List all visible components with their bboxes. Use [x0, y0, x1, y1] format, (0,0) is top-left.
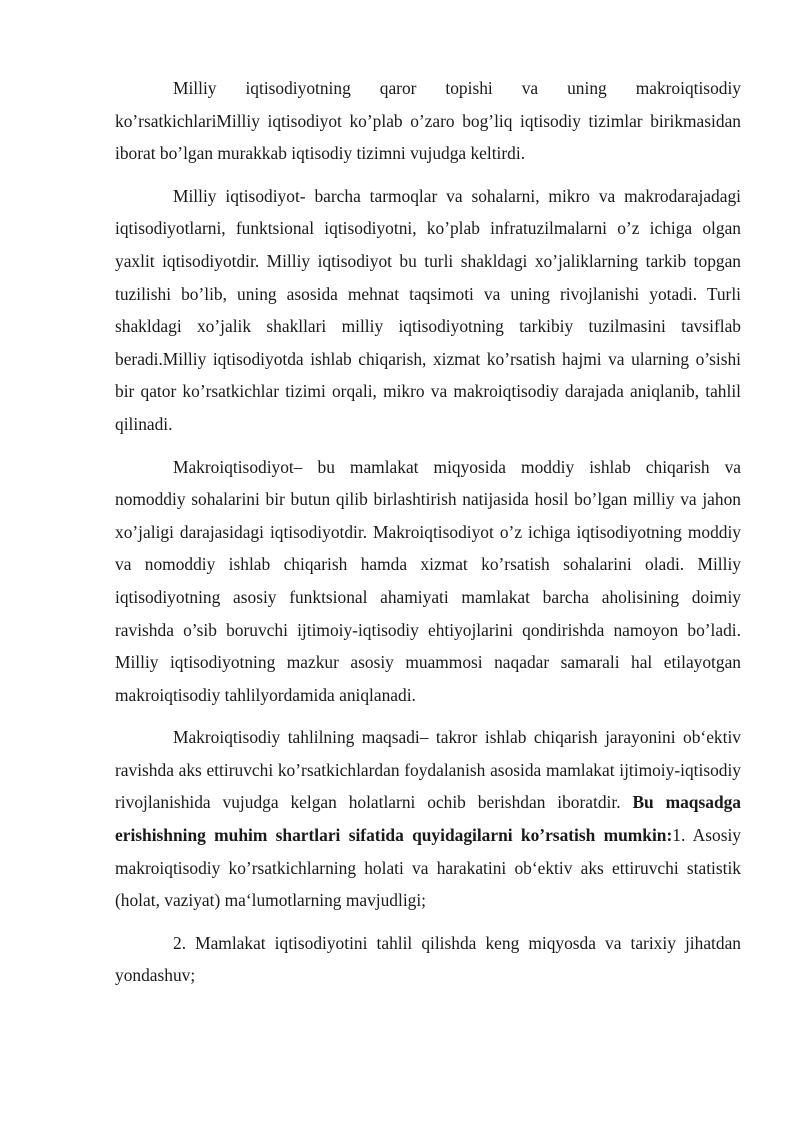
- paragraph-4: [115, 721, 741, 917]
- paragraph-4-bold-lead: Bu maqsadga erishishning muhim shartlari sifatida quyidagilarni ko’rsatish mumkin:: [115, 792, 742, 846]
- paragraph-4-list-item-1: 1. Asosiy makroiqtisodiy ko’rsatkichlarning holati va harakatini ob‘ektiv aks ettiruvchi statistik (holat, vaziyat) ma‘lumotlarning mavjudligi;: [115, 825, 741, 911]
- paragraph-4-text: Makroiqtisodiy tahlilning maqsadi– takror ishlab chiqarish jarayonini ob‘ektiv ravishda aks ettiruvchi ko’rsatkichlardan foydalanish asosida mamlakat ijtimoiy-iqtisodiy rivojlanishida vujudga kelgan holatlarni ochib berishdan iboratdir.: [115, 727, 741, 813]
- paragraph-2: Milliy iqtisodiyot- barcha tarmoqlar va sohalarni, mikro va makrodarajadagi iqtisodiyotlarni, funktsional iqtisodiyotni, ko’plab infratuzilmalarni o’z ichiga olgan yaxlit iqtisodiyotdir. Milliy iqtisodiyot bu turli shakldagi xo’jaliklarning tarkib topgan tuzilishi bo’lib, uning asosida mehnat taqsimoti va uning rivojlanishi yotadi. Turli shakldagi xo’jalik shakllari milliy iqtisodiyotning tarkibiy tuzilmasini tavsiflab beradi.Milliy iqtisodiyotda ishlab chiqarish, xizmat ko’rsatish hajmi va ularning o’sishi bir qator ko’rsatkichlar tizimi orqali, mikro va makroiqtisodiy darajada aniqlanib, tahlil qilinadi.: [115, 185, 741, 434]
- paragraph-3: Makroiqtisodiyot– bu mamlakat miqyosida moddiy ishlab chiqarish va nomoddiy sohalarini bir butun qilib birlashtirish natijasida hosil bo’lgan milliy va jahon xo’jaligi darajasidagi iqtisodiyotdir. Makroiqtisodiyot o’z ichiga iqtisodiyotning moddiy va nomoddiy ishlab chiqarish hamda xizmat ko’rsatish sohalarini oladi. Milliy iqtisodiyotning asosiy funktsional ahamiyati mamlakat barcha aholisining doimiy ravishda o’sib boruvchi ijtimoiy-iqtisodiy ehtiyojlarini qondirishda namoyon bo’ladi. Milliy iqtisodiyotning mazkur asosiy muammosi naqadar samarali hal etilayotgan makroiqtisodiy tahlilyordamida aniqlanadi.: [115, 456, 741, 705]
- paragraph-5: 2. Mamlakat iqtisodiyotini tahlil qilishda keng miqyosda va tarixiy jihatdan yondashuv;: [115, 932, 741, 986]
- paragraph-1: Milliy iqtisodiyotning qaror topishi va uning makroiqtisodiy ko’rsatkichlariMilliy iqtisodiyot ko’plab o’zaro bog’liq iqtisodiy tizimlar birikmasidan iborat bo’lgan murakkab iqtisodiy tizimni vujudga keltirdi.: [115, 78, 741, 164]
- document-page: [115, 72, 741, 992]
